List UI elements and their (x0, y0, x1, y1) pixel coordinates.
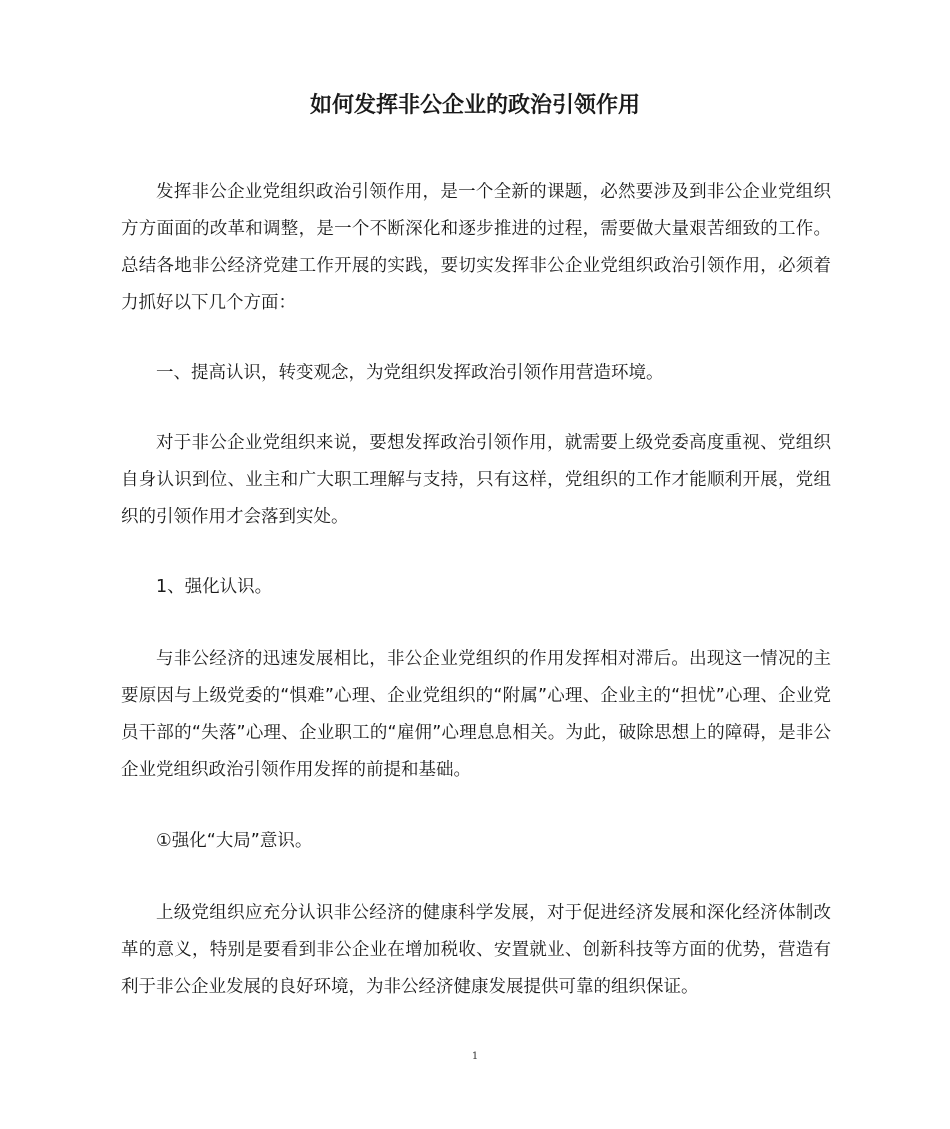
paragraph-point-one: 上级党组织应充分认识非公经济的健康科学发展，对于促进经济发展和深化经济体制改革的意义，特别是要看到非公企业在增加税收、安置就业、创新科技等方面的优势，营造有利于非公企业发展的良好环境，为非公经济健康发展提供可靠的组织保证。 (121, 903, 831, 997)
paragraph-subsection-one: 与非公经济的迅速发展相比，非公企业党组织的作用发挥相对滞后。出现这一情况的主要原因与上级党委的“惧难”心理、企业党组织的“附属”心理、企业主的“担忧”心理、企业党员干部的“失落”心理、企业职工的“雇佣”心理息息相关。为此，破除思想上的障碍，是非公企业党组织政治引领作用发挥的前提和基础。 (121, 649, 831, 780)
heading-section-one: 一、提高认识，转变观念，为党组织发挥政治引领作用营造环境。 (156, 363, 664, 383)
document-title: 如何发挥非公企业的政治引领作用 (309, 93, 640, 118)
paragraph-intro: 发挥非公企业党组织政治引领作用，是一个全新的课题，必然要涉及到非公企业党组织方方面面的改革和调整，是一个不断深化和逐步推进的过程，需要做大量艰苦细致的工作。总结各地非公经济党建工作开展的实践，要切实发挥非公企业党组织政治引领作用，必须着力抓好以下几个方面： (121, 182, 831, 313)
heading-subsection-one: 1、强化认识。 (156, 577, 273, 597)
page-number: 1 (471, 1051, 479, 1062)
heading-point-one: ①强化“大局”意识。 (156, 831, 313, 851)
paragraph-section-one: 对于非公企业党组织来说，要想发挥政治引领作用，就需要上级党委高度重视、党组织自身认识到位、业主和广大职工理解与支持，只有这样，党组织的工作才能顺利开展，党组织的引领作用才会落到实处。 (121, 433, 831, 527)
